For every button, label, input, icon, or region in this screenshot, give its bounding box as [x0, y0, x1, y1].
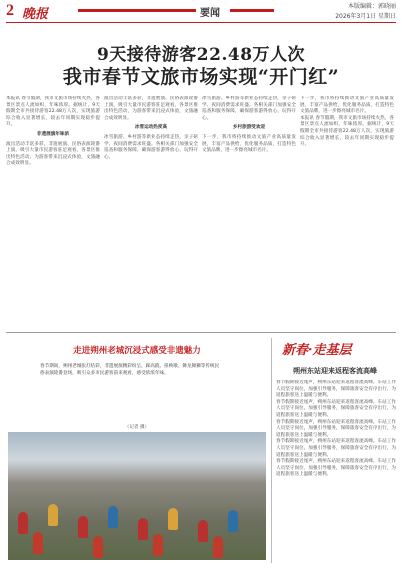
headline-line2: 我市春节文旅市场实现“开门红”	[62, 66, 340, 88]
left-feature-text: 春节期间，朔州老城张灯结彩，非遗展演精彩纷呈，踩高跷、扭秧歌、舞龙舞狮等传统民俗表演轮番登场，吸引众多市民游客前来观看，感受浓浓年味。	[40, 364, 220, 376]
performer-figure	[78, 516, 88, 538]
column-text: 下一步，我市将持续推动文旅产业高质量发展，丰富产品供给，优化服务品质，打造特色文旅品牌，进一步擦亮城市名片。	[300, 96, 394, 115]
column-text: 本报讯 春节假期，我市文旅市场持续火热，各景区景点人流如织，年味浓厚。据统计，9天假期全市共接待游客22.48万人次，实现旅游综合收入显著增长，较去年同期实现稳步提升。	[6, 96, 100, 128]
performer-figure	[33, 532, 43, 554]
article-column-4	[300, 96, 394, 328]
editor-line: 本版编辑：郭晓丽	[347, 3, 396, 10]
column-text: 演出活动丰富多彩，非遗展演、民俗表演轮番上演，吸引大量市民游客驻足观看。各景区推出特色活动，为游客带来沉浸式体验，文旅融合成效明显。	[6, 141, 100, 167]
photo-caption: （记者 摄）	[124, 425, 150, 430]
left-feature-title: 走进朔州老城沉浸式感受非遗魅力	[73, 346, 201, 356]
right-body-text: 春节假期接近尾声，朔州东站迎来返程客流高峰。车站工作人员坚守岗位，加强引导服务，保障旅客安全有序出行，为返程旅客送上温暖与便利。	[276, 399, 396, 418]
right-body-text: 春节假期接近尾声，朔州东站迎来返程客流高峰。车站工作人员坚守岗位，加强引导服务，保障旅客安全有序出行，为返程旅客送上温暖与便利。	[276, 419, 396, 438]
article-column-2	[104, 96, 198, 328]
column-text: 冰雪旅游、乡村游等新业态持续走热，亲子研学、夜间消费需求旺盛。各相关部门加强安全巡查和服务保障，确保游客游得放心、玩得开心。	[104, 134, 198, 160]
feature-banner	[274, 338, 396, 360]
article-columns	[6, 96, 396, 328]
right-body-text: 春节假期接近尾声，朔州东站迎来返程客流高峰。车站工作人员坚守岗位，加强引导服务，保障旅客安全有序出行，为返程旅客送上温暖与便利。	[276, 380, 396, 399]
column-divider	[271, 338, 272, 563]
header-info	[335, 2, 396, 22]
right-feature-body	[276, 380, 396, 562]
page-number: 2	[6, 2, 14, 19]
right-feature-title: 朔州东站迎来返程客流高峰	[293, 367, 377, 375]
column-text: 冰雪旅游、乡村游等新业态持续走热，亲子研学、夜间消费需求旺盛。各相关部门加强安全巡查和服务保障，确保游客游得放心、玩得开心。	[202, 96, 296, 121]
column-text: 本报讯 春节假期，我市文旅市场持续火热，各景区景点人流如织，年味浓厚。据统计，9天假期全市共接待游客22.48万人次，实现旅游综合收入显著增长，较去年同期实现稳步提升。	[300, 115, 394, 148]
performer-figure	[18, 512, 28, 534]
header-bar-right	[230, 9, 274, 12]
performer-figure	[108, 506, 118, 528]
column-text: 演出活动丰富多彩，非遗展演、民俗表演轮番上演，吸引大量市民游客驻足观看。各景区推出特色活动，为游客带来沉浸式体验，文旅融合成效明显。	[104, 96, 198, 121]
headline-line1: 9天接待游客22.48万人次	[96, 45, 306, 65]
performer-figure	[213, 536, 223, 558]
performer-figure	[198, 520, 208, 542]
parade-photo	[8, 432, 266, 560]
subhead-1: 非遗展演年味浓	[36, 131, 70, 137]
section-divider	[6, 332, 396, 333]
date-line: 2026年3月1日 星期日	[335, 13, 396, 20]
performer-figure	[93, 536, 103, 558]
performer-figure	[168, 508, 178, 530]
right-body-text: 春节假期接近尾声，朔州东站迎来返程客流高峰。车站工作人员坚守岗位，加强引导服务，保障旅客安全有序出行，为返程旅客送上温暖与便利。	[276, 459, 396, 478]
article-column-3	[202, 96, 296, 328]
banner-title: 新春·走基层	[282, 343, 352, 358]
performer-figure	[138, 518, 148, 540]
header-bar-left	[78, 9, 196, 12]
article-column-1	[6, 96, 100, 328]
page-header	[0, 0, 402, 22]
performer-figure	[228, 510, 238, 532]
subhead-2: 冰雪运动热度高	[134, 125, 168, 131]
newspaper-logo: 晚报	[22, 7, 49, 22]
performer-figure	[48, 504, 58, 526]
section-title: 要闻	[200, 8, 220, 19]
performer-figure	[153, 534, 163, 556]
right-body-text: 春节假期接近尾声，朔州东站迎来返程客流高峰。车站工作人员坚守岗位，加强引导服务，保障旅客安全有序出行，为返程旅客送上温暖与便利。	[276, 439, 396, 458]
subhead-3: 乡村旅游受欢迎	[232, 125, 266, 131]
column-text: 下一步，我市将持续推动文旅产业高质量发展，丰富产品供给，优化服务品质，打造特色文旅品牌，进一步擦亮城市名片。	[202, 134, 296, 154]
header-rule	[6, 22, 396, 23]
